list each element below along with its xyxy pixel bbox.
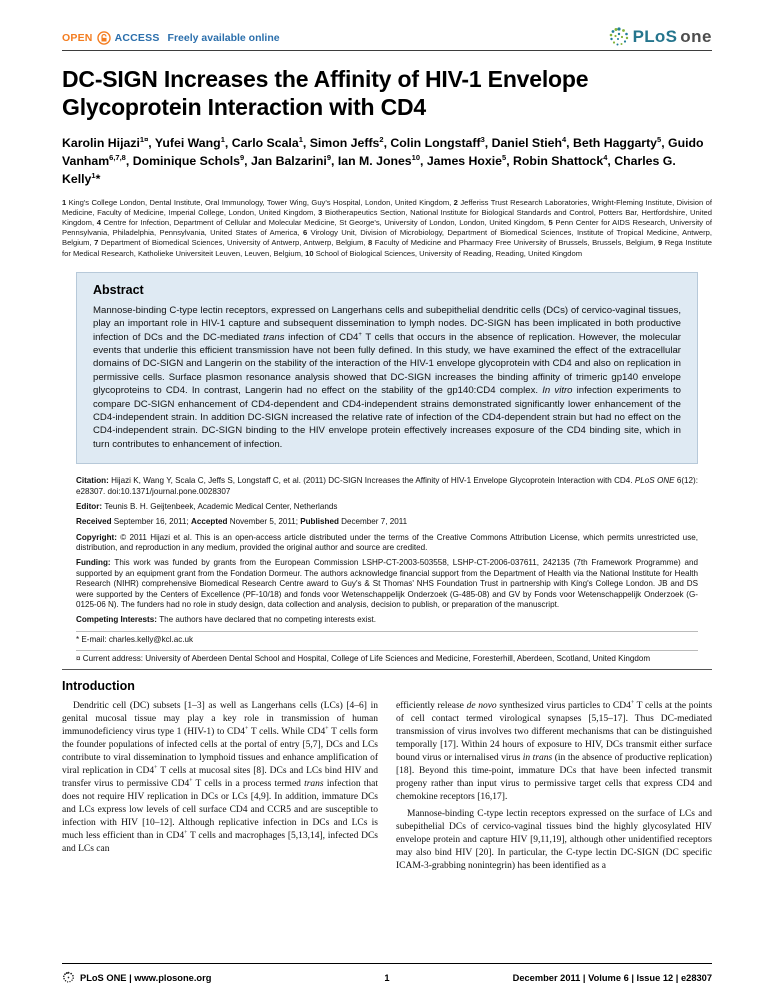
footer-journal bbox=[62, 971, 211, 984]
email-text: * E-mail: charles.kelly@kcl.ac.uk bbox=[76, 634, 194, 644]
competing-interests-text: The authors have declared that no competing interests exist. bbox=[159, 615, 377, 625]
intro-paragraph: Mannose-binding C-type lectin receptors expressed on the surface of LCs and subepithelial DCs of cervico-vaginal tissues bind the highly glycosylated HIV envelope protein and capture HIV [9,11,19], although other unidentified receptors may also bind HIV [20]. In particular, the C-type lectin DC-SIGN (DC specific ICAM-3-grabbing nonintegrin) has been identified as a bbox=[396, 809, 712, 872]
dates-line bbox=[76, 517, 698, 527]
open-label: OPEN bbox=[62, 32, 93, 44]
abstract-box bbox=[76, 272, 698, 465]
body-divider bbox=[62, 669, 712, 670]
copyright-label: Copyright: bbox=[76, 532, 121, 542]
access-label: ACCESS bbox=[114, 32, 160, 44]
current-address-text: ¤ Current address: University of Aberdeen Dental School and Hospital, College of Life Sciences and Medicine, Foresterhill, Aberdeen, Scotland, United Kingdom bbox=[76, 654, 651, 663]
current-address-footnote bbox=[76, 650, 698, 664]
dates-text: September 16, 2011; Accepted November 5, 2011; Published December 7, 2011 bbox=[113, 517, 408, 527]
article-metadata bbox=[76, 476, 698, 664]
editor-line bbox=[76, 502, 698, 512]
citation-label: Citation: bbox=[76, 476, 112, 486]
article-title: DC-SIGN Increases the Affinity of HIV-1 Envelope Glycoprotein Interaction with CD4 bbox=[62, 66, 589, 121]
footer-journal-text: PLoS ONE | www.plosone.org bbox=[80, 972, 212, 983]
competing-interests-label: Competing Interests: bbox=[76, 615, 160, 625]
page-footer bbox=[62, 963, 712, 984]
affiliations: 1 King's College London, Dental Institute, Oral Immunology, Tower Wing, Guy's Hospital, London, United Kingdom, 2 Jefferiss Trust Research Laboratories, Wright-Fleming Institute, Division of Medicine, Faculty of Medicine, Imperial College, London, United Kingdom, 3 Biotherapeutics Section, National Institute for Biological Standards and Control, Potters Bar, Hertfordshire, United Kingdom, 4 Centre for Infection, Department of Cellular and Molecular Medicine, St George's, University of London, London, United Kingdom, 5 Penn Center for AIDS Research, University of Pennsylvania, Philadelphia, Pennsylvania, United States of America, 6 Virology Unit, Division of Microbiology, Department of Biomedical Sciences, Institute of Tropical Medicine, Antwerp, Belgium, 7 Department of Biomedical Sciences, University of Antwerp, Antwerp, Belgium, 8 Faculty of Medicine and Pharmacy Free University of Brussels, Brussels, Belgium, 9 Rega Institute for Medical Research, Katholieke Universiteit Leuven, Leuven, Belgium, 10 School of Biological Sciences, University of Reading, Reading, United Kingdom bbox=[62, 197, 713, 258]
one-wordmark: one bbox=[680, 27, 712, 46]
page-header bbox=[62, 22, 712, 48]
editor-label: Editor: bbox=[76, 502, 105, 512]
funding-text: This work was funded by grants from the European Commission LSHP-CT-2003-503558, LSHP-CT-2006-037611, 242135 (7th Framework Programme) and supported by an equipment grant from the Fondation Dormeur. The authors acknowledge financial support from the Department of Health via the National Institute for Health Research (NIHR) comprehensive Biomedical Research Centre award to Guy's & St Thomas' NHS Foundation Trust in partnership with King's College London. JB and DS were supported by the Centers of Excellence (PF-10/18) and fonds voor Wetenschappelijk Onderzoek (G-485-08) and GV by Fonds voor Wetenschappelijk Onderzoek (G-0125-06 N). The funders had no role in study design, data collection and analysis, decision to publish, or preparation of the manuscript. bbox=[76, 558, 698, 609]
open-access-banner bbox=[62, 31, 280, 48]
citation-line bbox=[76, 476, 698, 497]
abstract-heading: Abstract bbox=[93, 282, 144, 297]
email-footnote bbox=[76, 631, 698, 645]
footer-plos-icon bbox=[62, 971, 75, 984]
competing-interests-line bbox=[76, 615, 698, 625]
intro-column-right bbox=[396, 700, 712, 877]
page-number: 1 bbox=[384, 972, 390, 983]
introduction-section bbox=[62, 679, 712, 877]
footer-issue-info: December 2011 | Volume 6 | Issue 12 | e28307 bbox=[512, 972, 712, 983]
funding-line bbox=[76, 558, 698, 610]
copyright-line bbox=[76, 533, 698, 554]
plos-sphere-icon bbox=[608, 26, 630, 48]
citation-text: Hijazi K, Wang Y, Scala C, Jeffs S, Longstaff C, et al. (2011) DC-SIGN Increases the Affinity of HIV-1 Envelope Glycoprotein Interaction with CD4. PLoS ONE 6(12): e28307. doi:10.1371/journal.pone.0028307 bbox=[76, 476, 698, 496]
intro-column-left bbox=[62, 700, 378, 877]
received-label: Received bbox=[76, 517, 114, 527]
funding-label: Funding: bbox=[76, 558, 115, 568]
header-divider bbox=[62, 50, 712, 51]
plos-one-logo bbox=[608, 26, 712, 48]
author-list: Karolin Hijazi$^{1¤}$, Yufei Wang$^1$, Carlo Scala$^1$, Simon Jeffs$^2$, Colin Longstaff$^3$, Daniel Stieh$^4$, Beth Haggarty$^5$, Guido Vanham$^{6,7,8}$, Dominique Schols$^9$, Jan Balzarini$^9$, Ian M. Jones$^{10}$, James Hoxie$^5$, Robin Shattock$^4$, Charles G. Kelly$^1$* bbox=[62, 135, 704, 187]
open-access-icon bbox=[97, 31, 111, 45]
intro-paragraph: Dendritic cell (DC) subsets [1–3] as well as Langerhans cells (LCs) [4–6] in genital mucosal tissue may play a key role in transmission of human immunodeficiency virus type 1 (HIV-1) to CD4+ T cells. While CD4+ T cells form the founder populations of infected cells at the portal of entry [5,7], DCs and LCs contribute to viral dissemination to lymphoid tissues and enhance amplification of viral replication in CD4+ T cells at mucosal sites [8]. DCs and LCs bind HIV and transfer virus to permissive CD4+ T cells in a process termed trans infection that does not require HIV replication in DCs or LCs [4,9]. In addition, immature DCs and LCs express low levels of cell surface CD4 and CCR5 and are susceptible to infection with HIV [10–12]. Although replicative infection in DCs and LCs is much less efficient than in CD4+ T cells and macrophages [5,13,14], infected DCs and LCs can bbox=[62, 701, 378, 855]
introduction-heading: Introduction bbox=[62, 679, 135, 694]
copyright-text: © 2011 Hijazi et al. This is an open-access article distributed under the terms of the Creative Commons Attribution License, which permits unrestricted use, distribution, and reproduction in any medium, provided the original author and source are credited. bbox=[76, 532, 698, 553]
intro-paragraph: efficiently release de novo synthesized virus particles to CD4+ T cells at the points of cell contact termed virological synapses [5,15–17]. Thus DC-mediated transmission of virus involves two different mechanisms that can be distinguished temporally [17]. Within 24 hours of exposure to HIV, DCs transmit either surface bound virus or internalised virus in trans (in the absence of productive replication) [18]. Beyond this time-point, immature DCs that have been infected transmit progeny rather than input virus to permissive target cells that express CD4 and chemokine receptors [16,17]. bbox=[396, 700, 713, 803]
abstract-text: Mannose-binding C-type lectin receptors, expressed on Langerhans cells and subepithelial dendritic cells (DCs) of cervico-vaginal tissues, play an important role in HIV-1 capture and subsequent dissemination to lymph nodes. DC-SIGN has been implicated in both productive infection of DCs and the DC-mediated trans infection of CD4+ T cells that occurs in the absence of replication. However, the molecular events that underlie this efficient transmission have not been fully defined. In this study, we have examined the effect of the extracellular domains of DC-SIGN and Langerin on the stability of the interaction of the HIV-1 envelope glycoprotein with CD4 and also on replication in permissive cells. Surface plasmon resonance analysis showed that DC-SIGN increases the binding affinity of trimeric gp140 envelope glycoproteins to CD4. In contrast, Langerin had no effect on the stability of the gp140:CD4 complex. In vitro infection experiments to compare DC-SIGN enhancement of CD4-dependent and CD4-independent strains demonstrated significantly lower enhancement of the CD4-independent strain. In addition DC-SIGN increased the relative rate of infection of the CD4-dependent strain but had no effect on the CD4-independent strain. DC-SIGN binding to the HIV envelope protein effectively increases exposure of the CD4 binding site, which in turn contributes to enhancement of infection. bbox=[93, 304, 681, 450]
plos-wordmark: PLoS bbox=[632, 27, 678, 46]
editor-text: Teunis B. H. Geijtenbeek, Academic Medical Center, Netherlands bbox=[104, 502, 338, 512]
freely-available-label: Freely available online bbox=[167, 32, 280, 44]
